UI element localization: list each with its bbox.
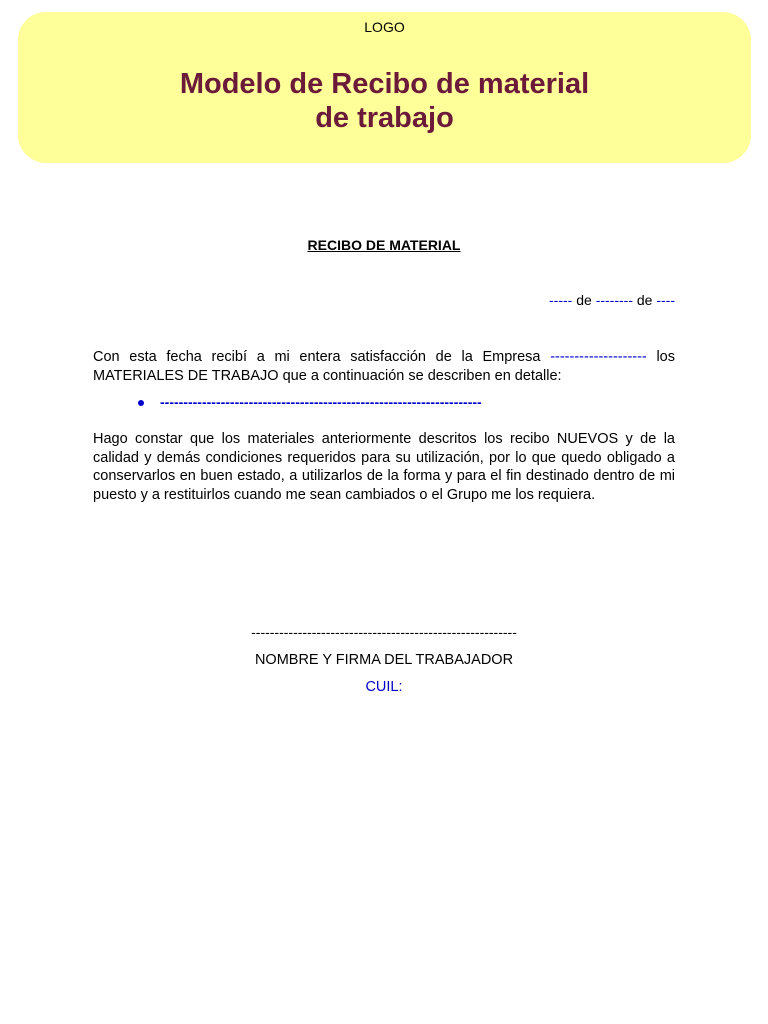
date-de-2: de bbox=[632, 292, 657, 308]
intro-text-start: Con esta fecha recibí a mi entera satisfacción de la Empresa bbox=[93, 349, 551, 365]
day-blank: ----- bbox=[549, 292, 573, 308]
logo-placeholder: LOGO bbox=[364, 19, 405, 35]
intro-paragraph bbox=[93, 348, 675, 385]
intro-text-end: los MATERIALES DE TRABAJO que a continuación se describen en detalle: bbox=[93, 349, 675, 384]
declaration-paragraph: Hago constar que los materiales anteriormente descritos los recibo NUEVOS y de la calidad y demás condiciones requeridos para su utilización, por lo que quedo obligado a conservarlos en buen estado, a utilizarlos de la forma y para el fin destinado dentro de mi puesto y a restituirlos cuando me sean cambiados o el Grupo me los requiera. bbox=[93, 431, 675, 503]
date-line bbox=[549, 292, 675, 308]
cuil-label: CUIL: bbox=[365, 679, 403, 695]
document-heading: RECIBO DE MATERIAL bbox=[307, 237, 461, 253]
date-de-1: de bbox=[572, 292, 596, 308]
title-line-2: de trabajo bbox=[315, 102, 454, 134]
company-blank: -------------------- bbox=[550, 349, 647, 365]
material-blank: --------------------------------------------------------------------- bbox=[160, 394, 482, 410]
bullet-icon bbox=[138, 400, 144, 406]
month-blank: -------- bbox=[595, 292, 633, 308]
signature-line: --------------------------------------------------------- bbox=[251, 624, 517, 640]
signature-label: NOMBRE Y FIRMA DEL TRABAJADOR bbox=[254, 652, 514, 668]
title-line-1: Modelo de Recibo de material bbox=[179, 68, 590, 100]
header-box bbox=[18, 12, 751, 163]
year-blank: ---- bbox=[656, 292, 675, 308]
material-list-item bbox=[138, 394, 482, 410]
page-title bbox=[18, 67, 751, 135]
